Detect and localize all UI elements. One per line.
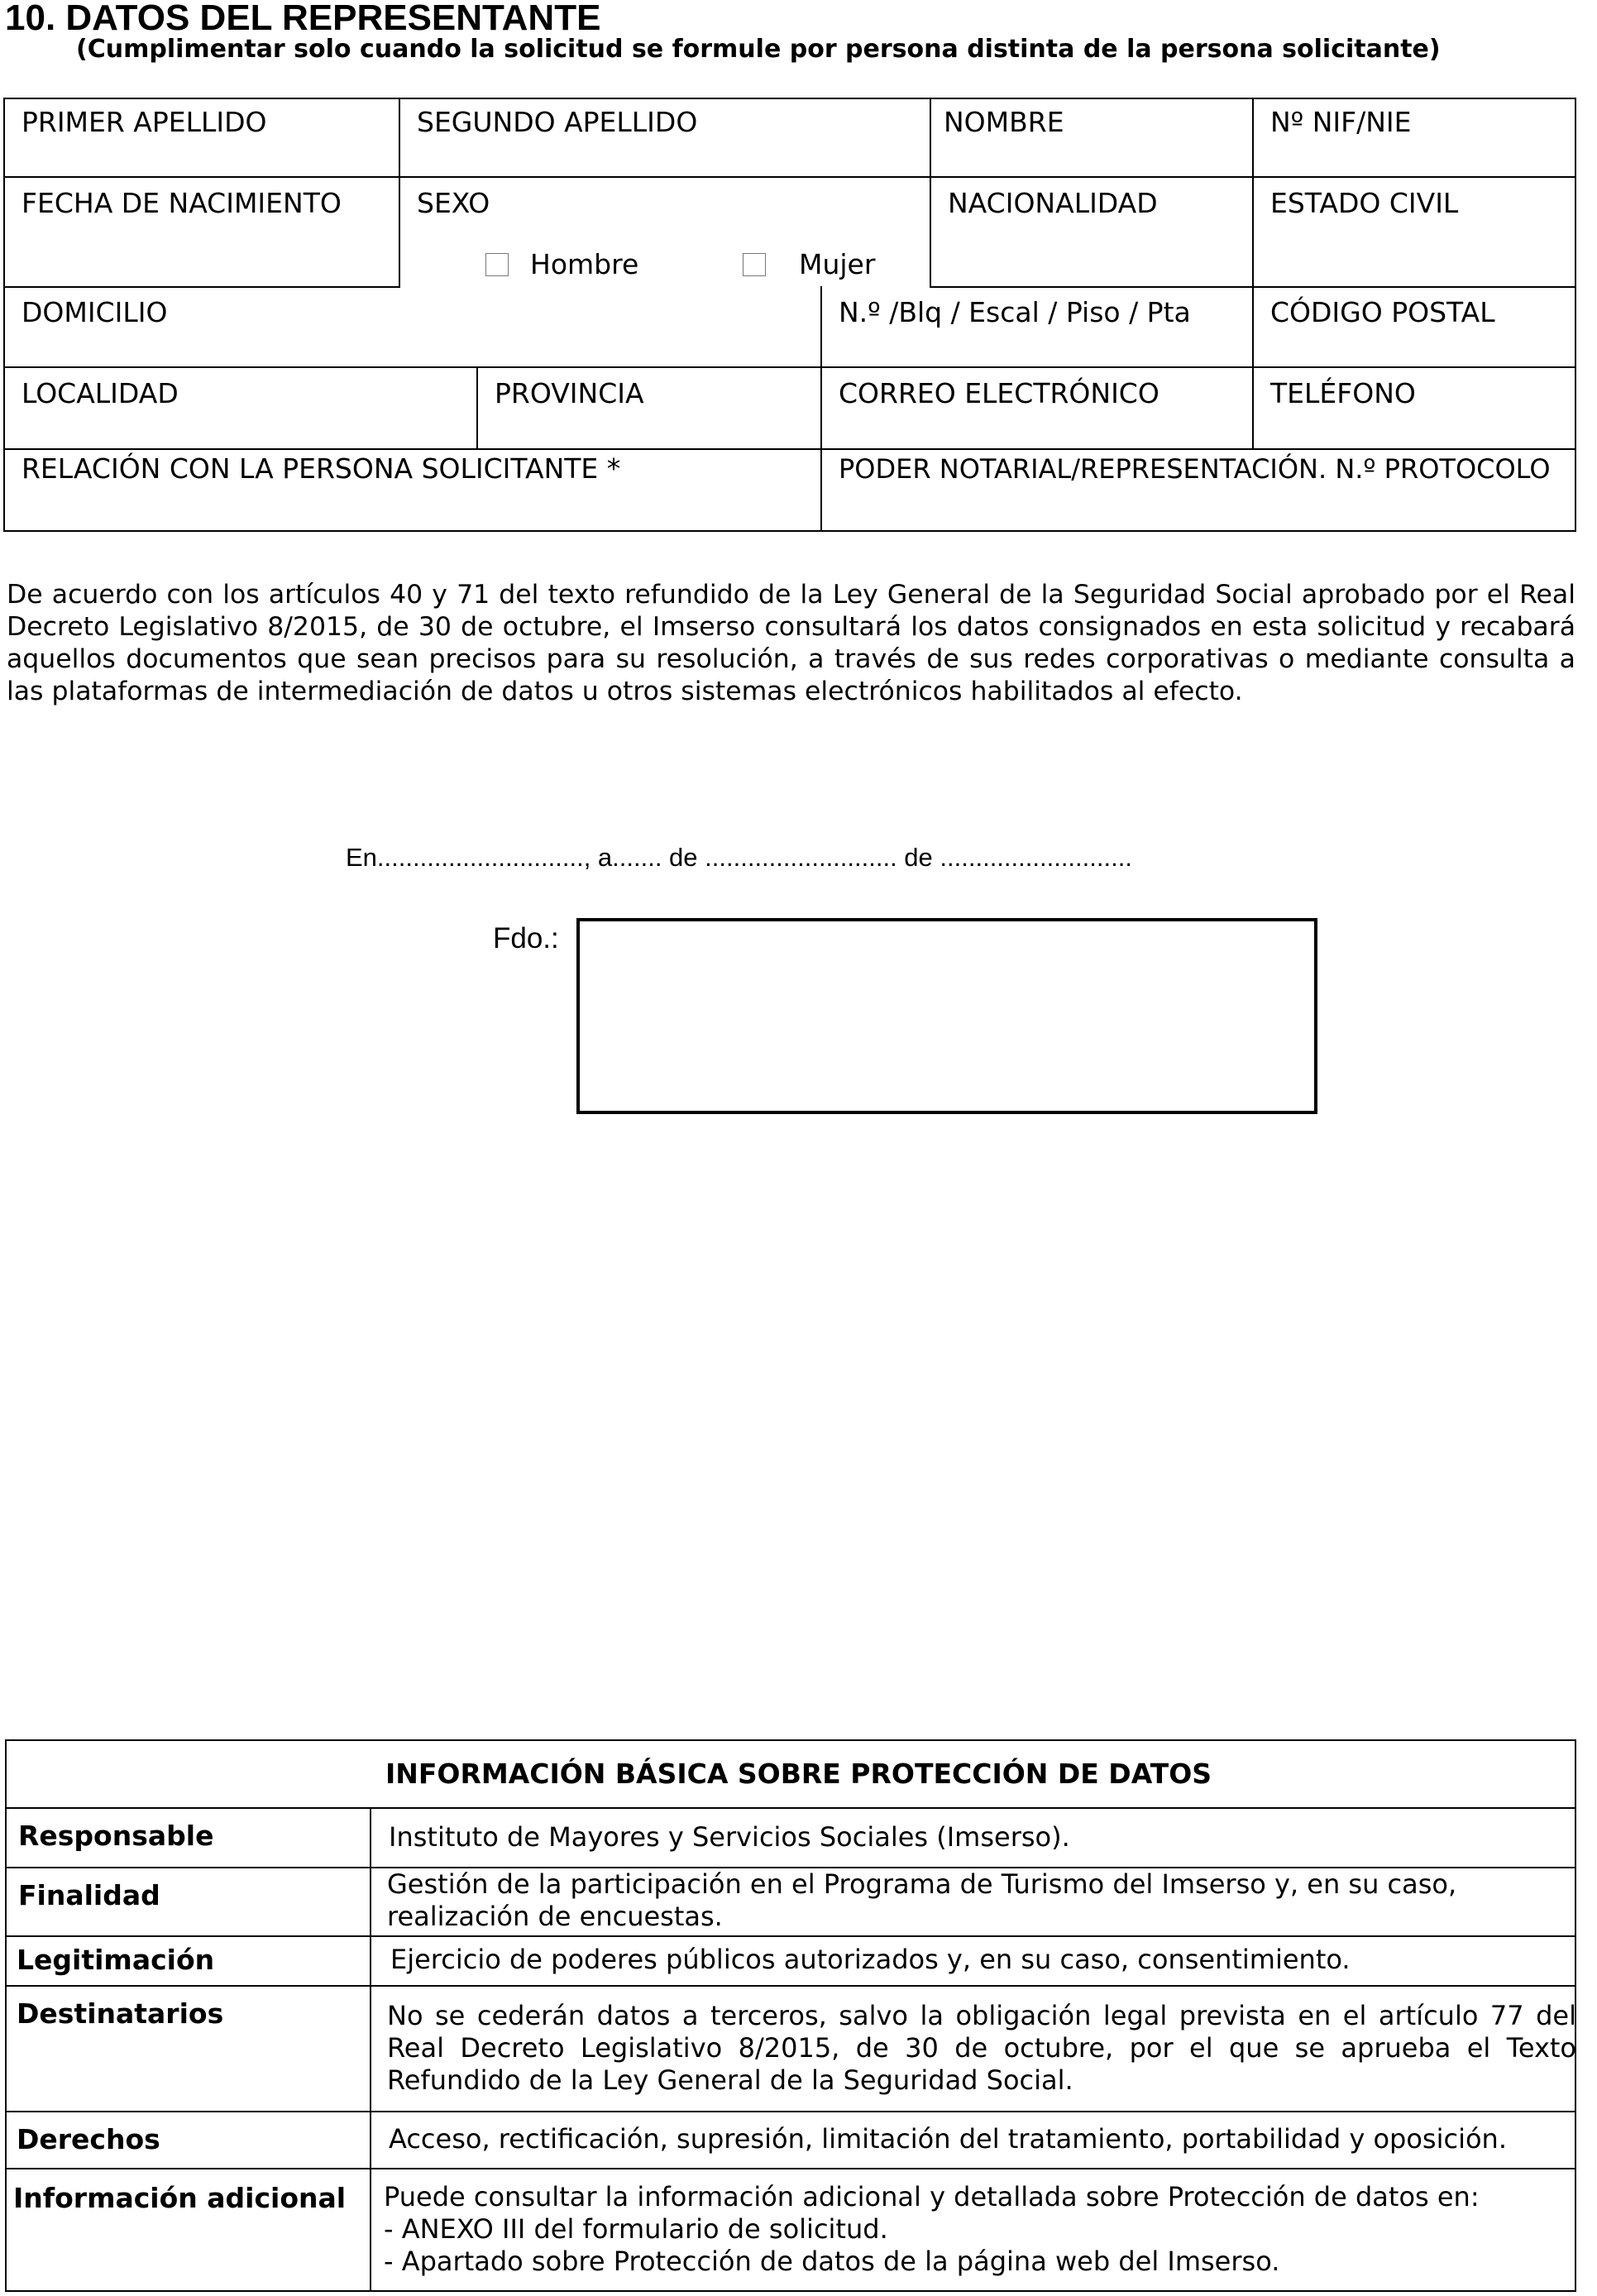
dp-label-finalidad: Finalidad — [18, 1879, 160, 1911]
form-row-divider — [3, 366, 1576, 368]
dp-col-divider — [370, 1807, 371, 2292]
dp-row-divider — [5, 1935, 1576, 1937]
legal-paragraph: De acuerdo con los artículos 40 y 71 del texto refundido de la Ley General de la Seguridad Social aprobado por el Real Decreto Legislativo 8/2015, de 30 de octubre, el Imserso consultará los datos consignados en esta solicitud y recabará aquellos documentos que sean precisos para su resolución, a través de sus redes corporativas o mediante consulta a las plataformas de intermediación de datos u otros sistemas electrónicos habilitados al efecto. — [7, 580, 1575, 706]
data-protection-title: INFORMACIÓN BÁSICA SOBRE PROTECCIÓN DE DATOS — [385, 1758, 1212, 1790]
label-primer-apellido: PRIMER APELLIDO — [22, 106, 267, 138]
label-numero-bloque: N.º /Blq / Escal / Piso / Pta — [839, 296, 1191, 328]
label-fecha-nacimiento: FECHA DE NACIMIENTO — [22, 187, 342, 219]
dp-row-divider — [5, 2111, 1576, 2112]
dp-text-informacion-adicional — [384, 2181, 1566, 2278]
dp-row-divider — [5, 1985, 1576, 1987]
form-col-divider — [476, 366, 478, 450]
dp-label-legitimacion: Legitimación — [17, 1944, 215, 1976]
form-row-divider — [931, 286, 1576, 288]
dp-border-bottom — [5, 2290, 1576, 2292]
dp-info-line: - ANEXO III del formulario de solicitud. — [384, 2213, 888, 2245]
dp-row-divider — [5, 2168, 1576, 2169]
label-nacionalidad: NACIONALIDAD — [948, 187, 1158, 219]
label-segundo-apellido: SEGUNDO APELLIDO — [417, 106, 698, 138]
form-row-divider — [3, 286, 400, 288]
label-poder-notarial: PODER NOTARIAL/REPRESENTACIÓN. N.º PROTOCOLO — [839, 453, 1551, 485]
label-domicilio: DOMICILIO — [22, 296, 168, 328]
dp-text-destinatarios: No se cederán datos a terceros, salvo la obligación legal prevista en el artículo 77 del Real Decreto Legislativo 8/2015, de 30 de octubre, por el que se aprueba el Texto Refundido de la Ley General de la Seguridad Social. — [387, 2000, 1576, 2096]
dp-row-divider — [5, 1807, 1576, 1809]
dp-text-legitimacion: Ejercicio de poderes públicos autorizados y, en su caso, consentimiento. — [390, 1944, 1351, 1975]
label-telefono: TELÉFONO — [1270, 377, 1416, 409]
form-border-right — [1575, 98, 1576, 532]
dp-text-responsable: Instituto de Mayores y Servicios Sociales (Imserso). — [389, 1821, 1070, 1853]
section-title: 10. DATOS DEL REPRESENTANTE — [5, 0, 601, 38]
label-nombre: NOMBRE — [944, 106, 1064, 138]
form-col-divider — [1252, 176, 1254, 288]
signature-label: Fdo.: — [493, 922, 559, 954]
form-col-divider — [1252, 366, 1254, 450]
label-estado-civil: ESTADO CIVIL — [1270, 187, 1459, 219]
dp-label-derechos: Derechos — [17, 2123, 160, 2155]
label-provincia: PROVINCIA — [495, 377, 644, 409]
form-col-divider — [399, 176, 400, 288]
form-border-bottom — [3, 530, 1576, 532]
label-hombre: Hombre — [530, 248, 639, 280]
dp-label-responsable: Responsable — [18, 1820, 214, 1852]
dp-info-line: - Apartado sobre Protección de datos de la página web del Imserso. — [384, 2246, 1280, 2277]
label-correo-electronico: CORREO ELECTRÓNICO — [839, 377, 1159, 409]
form-row-divider — [3, 448, 1576, 450]
form-col-divider — [930, 98, 931, 178]
place-date-line: En............................., a....... de ........................... de ........................... — [346, 843, 1132, 872]
dp-border-left — [5, 1739, 7, 2292]
label-nif-nie: Nº NIF/NIE — [1270, 106, 1412, 138]
form-col-divider — [930, 176, 931, 288]
form-row-divider — [3, 176, 1576, 178]
label-sexo: SEXO — [417, 187, 490, 219]
label-relacion-solicitante: RELACIÓN CON LA PERSONA SOLICITANTE * — [22, 452, 621, 485]
section-subtitle: (Cumplimentar solo cuando la solicitud se formule por persona distinta de la persona solicitante) — [76, 35, 1441, 64]
label-codigo-postal: CÓDIGO POSTAL — [1270, 296, 1495, 328]
form-border-top — [3, 98, 1576, 99]
dp-text-finalidad: Gestión de la participación en el Programa de Turismo del Imserso y, en su caso, realización de encuestas. — [387, 1868, 1457, 1932]
checkbox-hombre[interactable] — [485, 253, 509, 276]
signature-box[interactable] — [576, 918, 1317, 1114]
dp-text-derechos: Acceso, rectificación, supresión, limitación del tratamiento, portabilidad y oposición. — [389, 2123, 1507, 2155]
label-localidad: LOCALIDAD — [22, 377, 179, 409]
form-col-divider — [820, 366, 822, 450]
form-col-divider — [1252, 98, 1254, 178]
dp-label-destinatarios: Destinatarios — [17, 1997, 224, 2030]
form-col-divider — [820, 286, 822, 368]
checkbox-mujer[interactable] — [743, 253, 766, 276]
dp-info-line: Puede consultar la información adicional y detallada sobre Protección de datos en: — [384, 2181, 1480, 2212]
form-col-divider — [1252, 286, 1254, 368]
dp-label-informacion-adicional: Información adicional — [13, 2182, 347, 2214]
label-mujer: Mujer — [799, 248, 876, 280]
dp-border-top — [5, 1739, 1576, 1741]
form-border-left — [3, 98, 5, 532]
form-col-divider — [820, 448, 822, 532]
form-col-divider — [399, 98, 400, 178]
